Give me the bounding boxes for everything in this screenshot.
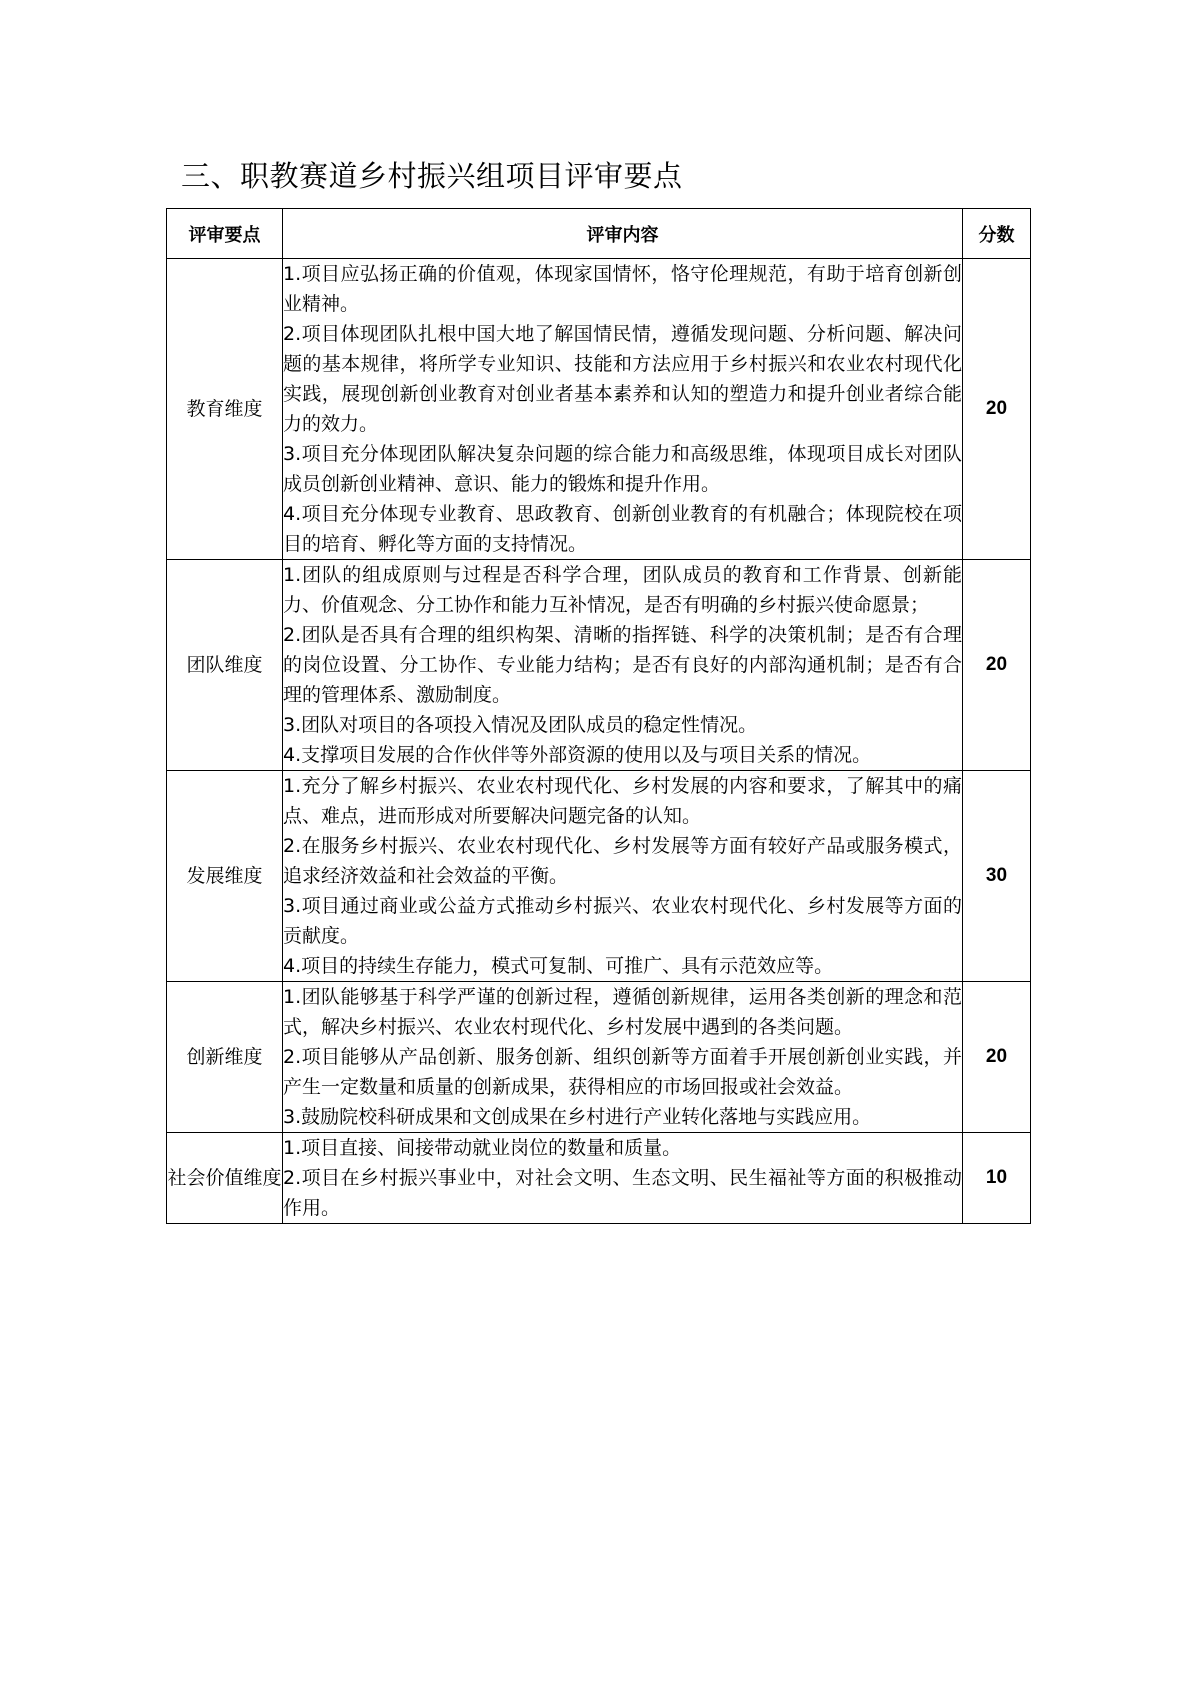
content-cell (283, 771, 963, 982)
table-row (167, 259, 1031, 560)
dimension-cell: 教育维度 (167, 259, 283, 560)
criteria-item: 1.项目直接、间接带动就业岗位的数量和质量。 (283, 1137, 682, 1159)
criteria-item: 2.项目体现团队扎根中国大地了解国情民情，遵循发现问题、分析问题、解决问题的基本规律，将所学专业知识、技能和方法应用于乡村振兴和农业农村现代化实践，展现创新创业教育对创业者基本素养和认知的塑造力和提升创业者综合能力的效力。 (283, 323, 962, 435)
criteria-item: 2.项目能够从产品创新、服务创新、组织创新等方面着手开展创新创业实践，并产生一定数量和质量的创新成果，获得相应的市场回报或社会效益。 (283, 1046, 962, 1098)
criteria-item: 2.在服务乡村振兴、农业农村现代化、乡村发展等方面有较好产品或服务模式，追求经济效益和社会效益的平衡。 (283, 835, 962, 887)
score-cell: 20 (963, 560, 1031, 771)
criteria-item: 3.项目通过商业或公益方式推动乡村振兴、农业农村现代化、乡村发展等方面的贡献度。 (283, 895, 962, 947)
score-cell: 20 (963, 982, 1031, 1133)
criteria-item: 3.项目充分体现团队解决复杂问题的综合能力和高级思维，体现项目成长对团队成员创新创业精神、意识、能力的锻炼和提升作用。 (283, 443, 962, 495)
header-content: 评审内容 (283, 209, 963, 259)
criteria-item: 4.支撑项目发展的合作伙伴等外部资源的使用以及与项目关系的情况。 (283, 744, 872, 766)
table-row (167, 560, 1031, 771)
header-score: 分数 (963, 209, 1031, 259)
criteria-item: 4.项目充分体现专业教育、思政教育、创新创业教育的有机融合；体现院校在项目的培育、孵化等方面的支持情况。 (283, 503, 962, 555)
criteria-item: 1.团队的组成原则与过程是否科学合理，团队成员的教育和工作背景、创新能力、价值观念、分工协作和能力互补情况，是否有明确的乡村振兴使命愿景； (283, 564, 962, 616)
criteria-item: 2.项目在乡村振兴事业中，对社会文明、生态文明、民生福祉等方面的积极推动作用。 (283, 1167, 962, 1219)
dimension-cell: 创新维度 (167, 982, 283, 1133)
criteria-item: 1.团队能够基于科学严谨的创新过程，遵循创新规律，运用各类创新的理念和范式，解决乡村振兴、农业农村现代化、乡村发展中遇到的各类问题。 (283, 986, 962, 1038)
header-dimension: 评审要点 (167, 209, 283, 259)
content-cell (283, 1133, 963, 1224)
content-cell (283, 259, 963, 560)
page-title: 三、职教赛道乡村振兴组项目评审要点 (181, 159, 683, 193)
content-cell (283, 560, 963, 771)
table-header-row (167, 209, 1031, 259)
score-cell: 10 (963, 1133, 1031, 1224)
score-cell: 20 (963, 259, 1031, 560)
criteria-item: 1.充分了解乡村振兴、农业农村现代化、乡村发展的内容和要求，了解其中的痛点、难点，进而形成对所要解决问题完备的认知。 (283, 775, 962, 827)
review-criteria-table (166, 208, 1031, 1224)
score-cell: 30 (963, 771, 1031, 982)
dimension-cell: 团队维度 (167, 560, 283, 771)
criteria-item: 3.鼓励院校科研成果和文创成果在乡村进行产业转化落地与实践应用。 (283, 1106, 872, 1128)
criteria-item: 3.团队对项目的各项投入情况及团队成员的稳定性情况。 (283, 714, 758, 736)
table-row (167, 1133, 1031, 1224)
table-row (167, 771, 1031, 982)
dimension-cell: 社会价值维度 (167, 1133, 283, 1224)
criteria-item: 4.项目的持续生存能力，模式可复制、可推广、具有示范效应等。 (283, 955, 834, 977)
content-cell (283, 982, 963, 1133)
criteria-item: 1.项目应弘扬正确的价值观，体现家国情怀，恪守伦理规范，有助于培育创新创业精神。 (283, 263, 962, 315)
table-row (167, 982, 1031, 1133)
dimension-cell: 发展维度 (167, 771, 283, 982)
criteria-item: 2.团队是否具有合理的组织构架、清晰的指挥链、科学的决策机制；是否有合理的岗位设置、分工协作、专业能力结构；是否有良好的内部沟通机制；是否有合理的管理体系、激励制度。 (283, 624, 962, 706)
